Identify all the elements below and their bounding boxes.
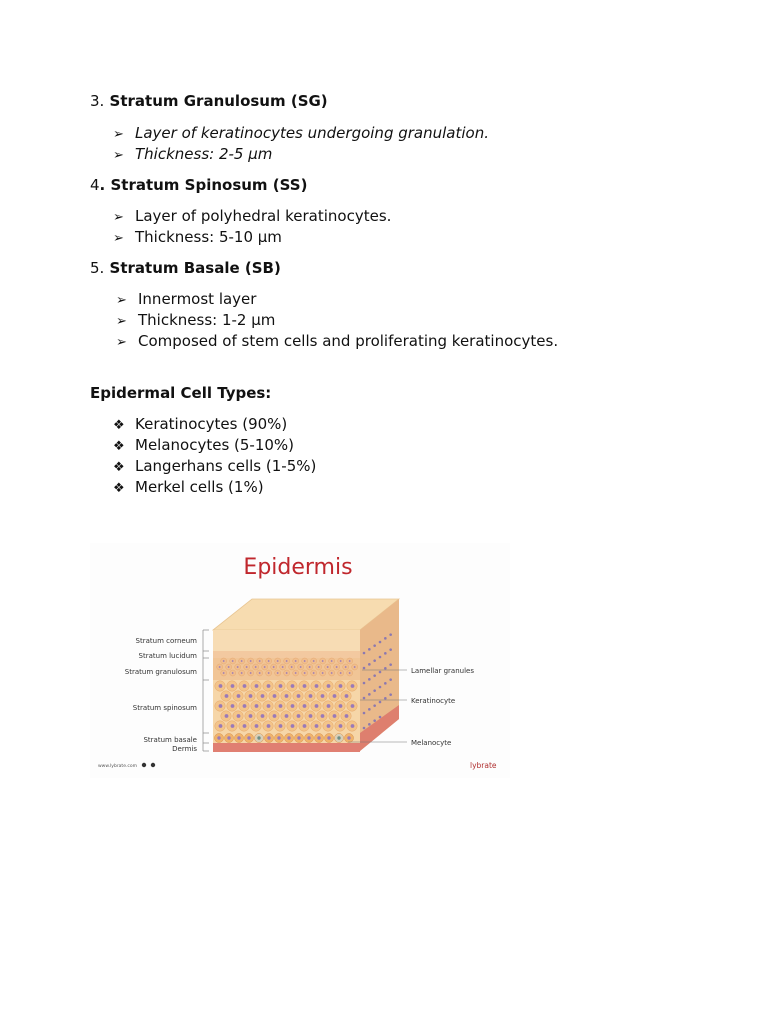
cell-shape [339, 724, 343, 728]
cell-shape [231, 724, 235, 728]
cell-shape [321, 714, 325, 718]
cell-shape [363, 727, 366, 730]
corneum-band [213, 630, 360, 651]
cell-shape [300, 666, 302, 668]
cell-shape [315, 724, 319, 728]
cell-shape [285, 694, 289, 698]
cell-shape [217, 736, 220, 739]
list-item: ➢ Layer of keratinocytes undergoing granulation. [113, 123, 489, 144]
cell-shape [219, 704, 223, 708]
cell-shape [228, 666, 230, 668]
cell-shape [219, 684, 223, 688]
cell-shape [313, 672, 315, 674]
cell-shape [384, 682, 387, 685]
cell-shape [227, 736, 230, 739]
cell-shape [379, 641, 382, 644]
label-dermis: Dermis [172, 745, 197, 753]
cell-shape [363, 667, 366, 670]
cell-shape [336, 666, 338, 668]
skin-block [213, 599, 399, 752]
cell-shape [291, 724, 295, 728]
section-3-heading [90, 92, 328, 110]
cell-shape [345, 694, 349, 698]
lucidum-band [213, 651, 360, 658]
cell-shape [282, 666, 284, 668]
cell-shape [255, 684, 259, 688]
cell-shape [363, 697, 366, 700]
footer-url: www.lybrate.com [98, 764, 138, 769]
cell-shape [351, 684, 355, 688]
cell-shape [303, 724, 307, 728]
list-item: ❖ Melanocytes (5-10%) [113, 435, 316, 456]
cell-shape [277, 672, 279, 674]
cell-shape [313, 660, 315, 662]
cell-shape [303, 684, 307, 688]
label-stratum-lucidum: Stratum lucidum [138, 652, 197, 660]
cell-shape [327, 684, 331, 688]
section-title: . Stratum Spinosum (SS) [99, 176, 308, 194]
cell-shape [333, 714, 337, 718]
cell-shape [331, 672, 333, 674]
cell-shape [295, 672, 297, 674]
cell-shape [347, 736, 350, 739]
figure-title: Epidermis [243, 555, 353, 580]
cell-shape [304, 660, 306, 662]
list-item: ❖ Keratinocytes (90%) [113, 414, 316, 435]
dermis-band [213, 743, 360, 752]
cell-shape [279, 684, 283, 688]
cell-shape [389, 663, 392, 666]
cell-shape [315, 704, 319, 708]
cell-shape [257, 736, 260, 739]
cell-shape [379, 701, 382, 704]
cell-shape [379, 671, 382, 674]
cell-shape [237, 714, 241, 718]
cell-shape [264, 666, 266, 668]
cell-shape [363, 682, 366, 685]
cell-shape [373, 644, 376, 647]
cell-types-heading: Epidermal Cell Types: [90, 384, 272, 402]
cell-shape [373, 719, 376, 722]
list-item: ❖ Langerhans cells (1-5%) [113, 456, 316, 477]
list-item: ➢ Composed of stem cells and proliferating keratinocytes. [116, 331, 558, 352]
cell-shape [368, 678, 371, 681]
cell-shape [231, 684, 235, 688]
cell-shape [250, 672, 252, 674]
cell-shape [384, 637, 387, 640]
cell-shape [340, 660, 342, 662]
cell-shape [322, 660, 324, 662]
cell-shape [389, 693, 392, 696]
cell-shape [309, 714, 313, 718]
cell-shape [255, 724, 259, 728]
cell-shape [249, 694, 253, 698]
cell-shape [373, 674, 376, 677]
section-3-list [113, 123, 489, 165]
cell-shape [223, 672, 225, 674]
cell-shape [379, 656, 382, 659]
list-item: ➢ Thickness: 5-10 µm [113, 227, 391, 248]
cell-shape [373, 689, 376, 692]
cell-shape [237, 694, 241, 698]
cell-shape [384, 667, 387, 670]
list-item: ➢ Layer of polyhedral keratinocytes. [113, 206, 391, 227]
cell-shape [297, 714, 301, 718]
cell-shape [327, 724, 331, 728]
cell-shape [389, 648, 392, 651]
play-store-icon [151, 763, 155, 767]
cell-shape [337, 736, 340, 739]
section-number: 3. [90, 92, 105, 110]
cell-shape [286, 672, 288, 674]
cell-shape [219, 724, 223, 728]
cell-shape [267, 736, 270, 739]
cell-shape [255, 666, 257, 668]
cell-shape [304, 672, 306, 674]
cell-shape [363, 652, 366, 655]
cell-shape [291, 704, 295, 708]
diamond-bullet-icon: ❖ [113, 418, 125, 433]
cell-shape [333, 694, 337, 698]
cell-shape [279, 704, 283, 708]
cell-shape [368, 723, 371, 726]
cell-shape [250, 660, 252, 662]
arrow-bullet-icon: ➢ [116, 335, 127, 350]
cell-shape [318, 666, 320, 668]
cell-shape [277, 736, 280, 739]
list-item: ➢ Thickness: 2-5 µm [113, 144, 489, 165]
arrow-bullet-icon: ➢ [116, 314, 127, 329]
epidermis-figure [90, 543, 510, 778]
cell-shape [327, 666, 329, 668]
cell-shape [331, 660, 333, 662]
cell-shape [389, 678, 392, 681]
cell-shape [345, 666, 347, 668]
cell-shape [241, 660, 243, 662]
label-keratinocyte: Keratinocyte [411, 697, 456, 705]
cell-shape [273, 666, 275, 668]
cell-shape [291, 684, 295, 688]
cell-shape [389, 633, 392, 636]
diamond-bullet-icon: ❖ [113, 439, 125, 454]
cell-shape [368, 648, 371, 651]
cell-shape [321, 694, 325, 698]
cell-shape [261, 714, 265, 718]
cell-shape [259, 672, 261, 674]
cell-shape [219, 666, 221, 668]
cell-shape [225, 714, 229, 718]
cell-shape [303, 704, 307, 708]
cell-shape [255, 704, 259, 708]
arrow-bullet-icon: ➢ [113, 231, 124, 246]
cell-shape [373, 704, 376, 707]
cell-shape [279, 724, 283, 728]
section-number: 4 [90, 176, 100, 194]
cell-shape [368, 708, 371, 711]
cell-shape [247, 736, 250, 739]
section-5-heading [90, 259, 281, 277]
cell-shape [363, 712, 366, 715]
label-melanocyte: Melanocyte [411, 739, 452, 747]
cell-shape [349, 660, 351, 662]
cell-shape [354, 666, 356, 668]
cell-shape [368, 663, 371, 666]
label-stratum-basale: Stratum basale [143, 736, 197, 744]
section-title: Stratum Basale (SB) [109, 259, 281, 277]
cell-shape [379, 686, 382, 689]
cell-shape [267, 724, 271, 728]
cell-shape [340, 672, 342, 674]
cell-shape [384, 697, 387, 700]
list-item: ❖ Merkel cells (1%) [113, 477, 316, 498]
cell-shape [273, 694, 277, 698]
arrow-bullet-icon: ➢ [113, 127, 124, 142]
cell-shape [291, 666, 293, 668]
section-4-heading [90, 176, 307, 194]
cell-shape [285, 714, 289, 718]
section-number: 5. [90, 259, 105, 277]
cell-shape [237, 736, 240, 739]
cell-shape [267, 704, 271, 708]
cell-shape [243, 684, 247, 688]
cell-shape [317, 736, 320, 739]
label-stratum-corneum: Stratum corneum [135, 637, 197, 645]
cell-shape [309, 694, 313, 698]
arrow-bullet-icon: ➢ [116, 293, 127, 308]
cell-shape [327, 736, 330, 739]
cell-shape [327, 704, 331, 708]
cell-shape [232, 660, 234, 662]
arrow-bullet-icon: ➢ [113, 210, 124, 225]
cell-types-list [113, 414, 316, 498]
cell-shape [243, 704, 247, 708]
footer-logo-text: lybrate [470, 761, 497, 770]
cell-shape [339, 684, 343, 688]
cell-shape [237, 666, 239, 668]
cell-shape [223, 660, 225, 662]
label-stratum-granulosum: Stratum granulosum [124, 668, 197, 676]
cell-shape [309, 666, 311, 668]
list-item: ➢ Innermost layer [116, 289, 558, 310]
cell-shape [225, 694, 229, 698]
cell-shape [373, 659, 376, 662]
app-store-icon [142, 763, 146, 767]
cell-shape [267, 684, 271, 688]
cell-shape [297, 736, 300, 739]
cell-shape [295, 660, 297, 662]
cell-shape [351, 724, 355, 728]
cell-shape [249, 714, 253, 718]
cell-shape [246, 666, 248, 668]
section-5-list [116, 289, 558, 352]
list-item: ➢ Thickness: 1-2 µm [116, 310, 558, 331]
cell-shape [268, 660, 270, 662]
cell-shape [379, 716, 382, 719]
cell-shape [339, 704, 343, 708]
cell-shape [261, 694, 265, 698]
cell-shape [231, 704, 235, 708]
label-lamellar-granules: Lamellar granules [411, 667, 474, 675]
cell-shape [277, 660, 279, 662]
cell-shape [322, 672, 324, 674]
cell-shape [241, 672, 243, 674]
cell-shape [268, 672, 270, 674]
cell-shape [315, 684, 319, 688]
cell-shape [307, 736, 310, 739]
cell-shape [297, 694, 301, 698]
cell-shape [273, 714, 277, 718]
cell-shape [384, 652, 387, 655]
arrow-bullet-icon: ➢ [113, 148, 124, 163]
cell-shape [368, 693, 371, 696]
cell-shape [259, 660, 261, 662]
cell-shape [351, 704, 355, 708]
section-4-list [113, 206, 391, 248]
label-stratum-spinosum: Stratum spinosum [132, 704, 197, 712]
diamond-bullet-icon: ❖ [113, 481, 125, 496]
cell-shape [287, 736, 290, 739]
cell-shape [345, 714, 349, 718]
diamond-bullet-icon: ❖ [113, 460, 125, 475]
cell-shape [243, 724, 247, 728]
cell-shape [349, 672, 351, 674]
cell-shape [286, 660, 288, 662]
cell-shape [232, 672, 234, 674]
section-title: Stratum Granulosum (SG) [109, 92, 328, 110]
